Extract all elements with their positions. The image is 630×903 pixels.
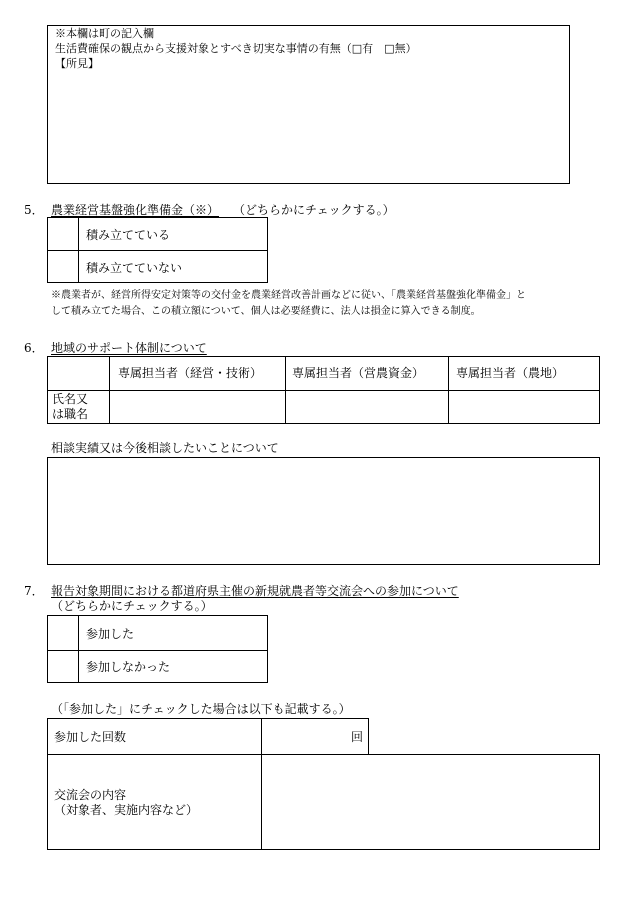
exchange-content-field[interactable] [262, 755, 599, 849]
section7-option-label: 参加しなかった [86, 660, 171, 674]
exchange-content-label: 交流会の内容 [54, 788, 127, 802]
support-column-header: 専属担当者（農地） [456, 366, 565, 380]
participation-count-unit: 回 [351, 730, 364, 744]
section7-option-label: 参加した [86, 627, 135, 641]
section5-instruction: （どちらかにチェックする。） [233, 203, 395, 217]
section5-option-label: 積み立てていない [86, 261, 183, 275]
section7-number: 7． [24, 584, 44, 598]
consult-label: 相談実績又は今後相談したいことについて [51, 441, 279, 455]
section5-note-line2: して積み立てた場合、この積立額について、個人は必要経費に、法人は損金に算入できる制度。 [51, 306, 481, 317]
exchange-content-sublabel: （対象者、実施内容など） [54, 803, 199, 817]
town-remarks-circumstance: 生活費確保の観点から支援対象とすべき切実な事情の有無（□有 □無） [55, 42, 417, 55]
section7-option-checkbox[interactable] [48, 651, 78, 682]
town-remarks-heading: ※本欄は町の記入欄 [55, 27, 154, 40]
section5-note-line1: ※農業者が、経営所得安定対策等の交付金を農業経営改善計画などに従い、「農業経営基盤強化準備金」と [51, 290, 526, 301]
support-row-label: は職名 [52, 407, 89, 421]
support-column-header: 専属担当者（経営・技術） [118, 366, 263, 380]
section5-number: 5． [24, 203, 44, 217]
support-name-field[interactable] [449, 391, 599, 423]
section7-instruction: （どちらかにチェックする。） [51, 599, 213, 613]
support-name-field[interactable] [286, 391, 448, 423]
section5-title: 農業経営基盤強化準備金（※） [51, 203, 220, 217]
participation-count-label: 参加した回数 [54, 730, 127, 744]
support-row-label: 氏名又 [52, 392, 89, 406]
support-name-field[interactable] [110, 391, 285, 423]
section5-option-checkbox[interactable] [48, 251, 78, 282]
section6-number: 6． [24, 341, 44, 355]
section7-option-checkbox[interactable] [48, 616, 78, 650]
section5-option-checkbox[interactable] [48, 218, 78, 250]
town-remarks-findings-label: 【所見】 [55, 57, 99, 70]
support-column-header: 専属担当者（営農資金） [292, 366, 425, 380]
section5-option-label: 積み立てている [86, 228, 171, 242]
consult-textarea[interactable] [47, 457, 600, 565]
section7-followup: （「参加した」にチェックした場合は以下も記載する。） [51, 702, 351, 716]
section7-title: 報告対象期間における都道府県主催の新規就農者等交流会への参加について [51, 584, 459, 598]
section6-title: 地域のサポート体制について [51, 341, 207, 355]
